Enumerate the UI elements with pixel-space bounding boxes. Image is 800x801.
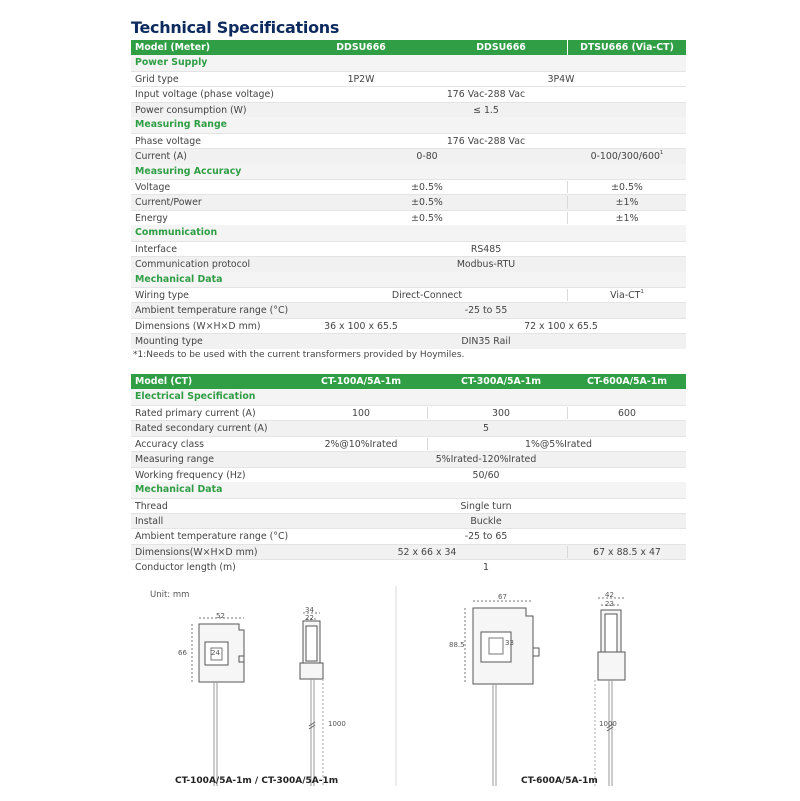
large-inner-label: 33 (505, 639, 514, 647)
row-wiring-type: Wiring type Direct-Connect Via-$CT^1$ (131, 287, 686, 302)
row-phase-voltage: Phase voltage 176 Vac-288 Vac (131, 133, 686, 148)
row-install: Install Buckle (131, 513, 686, 528)
row-voltage: Voltage ±0.5% ±0.5% (131, 179, 686, 194)
small-ct-front-view (192, 618, 244, 786)
ct-dimension-drawings (131, 586, 691, 796)
ct-spec-table (131, 374, 686, 575)
large-width-label: 67 (498, 593, 507, 601)
small-ct-side-view (300, 613, 323, 786)
row-interface: Interface RS485 (131, 241, 686, 256)
section-communication: Communication (131, 225, 686, 240)
small-side-width-label: 34 (305, 606, 314, 614)
caption-large-ct: CT-600A/5A-1m (521, 776, 598, 786)
row-input-voltage: Input voltage (phase voltage) 176 Vac-288 Vac (131, 86, 686, 101)
small-side-inner-label: 22 (305, 614, 314, 622)
row-ct-ambient-temperature: Ambient temperature range (°C) -25 to 65 (131, 528, 686, 543)
row-dimensions: Dimensions (W×H×D mm) 36 x 100 x 65.5 72 x 100 x 65.5 (131, 318, 686, 333)
section-ct-mechanical-data: Mechanical Data (131, 482, 686, 497)
row-measuring-range: Measuring range 5%Irated-120%Irated (131, 451, 686, 466)
small-height-label: 66 (178, 649, 187, 657)
large-ct-front-view (465, 601, 539, 786)
header-col-1: DDSU666 (336, 42, 386, 53)
row-ct-dimensions: Dimensions(W×H×D mm) 52 x 66 x 34 67 x 88.5 x 47 (131, 544, 686, 559)
row-working-frequency: Working frequency (Hz) 50/60 (131, 467, 686, 482)
page-title: Technical Specifications (131, 18, 340, 37)
header-label: Model (Meter) (135, 42, 211, 53)
large-side-width-label: 42 (605, 591, 614, 599)
row-conductor-length: Conductor length (m) 1 (131, 559, 686, 574)
section-electrical-specification: Electrical Specification (131, 389, 686, 404)
unit-label: Unit: mm (150, 590, 190, 600)
small-width-label: 52 (216, 612, 225, 620)
header-label: Model (CT) (135, 376, 193, 387)
row-rated-secondary: Rated secondary current (A) 5 (131, 420, 686, 435)
large-ct-side-view (595, 598, 625, 786)
meter-table-header (131, 40, 686, 55)
meter-spec-table (131, 40, 686, 349)
section-measuring-range: Measuring Range (131, 117, 686, 132)
row-current: Current (A) 0-80 $0-100/300/600^1$ (131, 148, 686, 163)
header-col-3: DTSU666 (Via-CT) (580, 42, 674, 53)
ct-drawings-svg (131, 586, 691, 796)
row-grid-type: Grid type 1P2W 3P4W (131, 71, 686, 86)
row-thread: Thread Single turn (131, 498, 686, 513)
row-accuracy-class: Accuracy class 2%@10%Irated 1%@5%Irated (131, 436, 686, 451)
row-energy: Energy ±0.5% ±1% (131, 210, 686, 225)
large-side-inner-label: 23 (605, 600, 614, 608)
header-col-2: CT-300A/5A-1m (461, 376, 541, 387)
small-cable-label: 1000 (328, 720, 346, 728)
section-power-supply: Power Supply (131, 55, 686, 70)
section-mechanical-data: Mechanical Data (131, 272, 686, 287)
large-height-label: 88.5 (449, 641, 465, 649)
row-ambient-temperature: Ambient temperature range (°C) -25 to 55 (131, 302, 686, 317)
section-measuring-accuracy: Measuring Accuracy (131, 164, 686, 179)
row-power-consumption: Power consumption (W) ≤ 1.5 (131, 102, 686, 117)
row-current-power: Current/Power ±0.5% ±1% (131, 194, 686, 209)
large-cable-label: 1000 (599, 720, 617, 728)
ct-table-header (131, 374, 686, 389)
header-col-3: CT-600A/5A-1m (587, 376, 667, 387)
header-col-1: CT-100A/5A-1m (321, 376, 401, 387)
row-rated-primary: Rated primary current (A) 100 300 600 (131, 405, 686, 420)
row-mounting-type: Mounting type DIN35 Rail (131, 333, 686, 348)
small-inner-label: 24 (211, 649, 220, 657)
row-protocol: Communication protocol Modbus-RTU (131, 256, 686, 271)
footnote: *1:Needs to be used with the current transformers provided by Hoymiles. (133, 350, 465, 360)
caption-small-ct: CT-100A/5A-1m / CT-300A/5A-1m (175, 776, 339, 786)
header-col-2: DDSU666 (476, 42, 526, 53)
